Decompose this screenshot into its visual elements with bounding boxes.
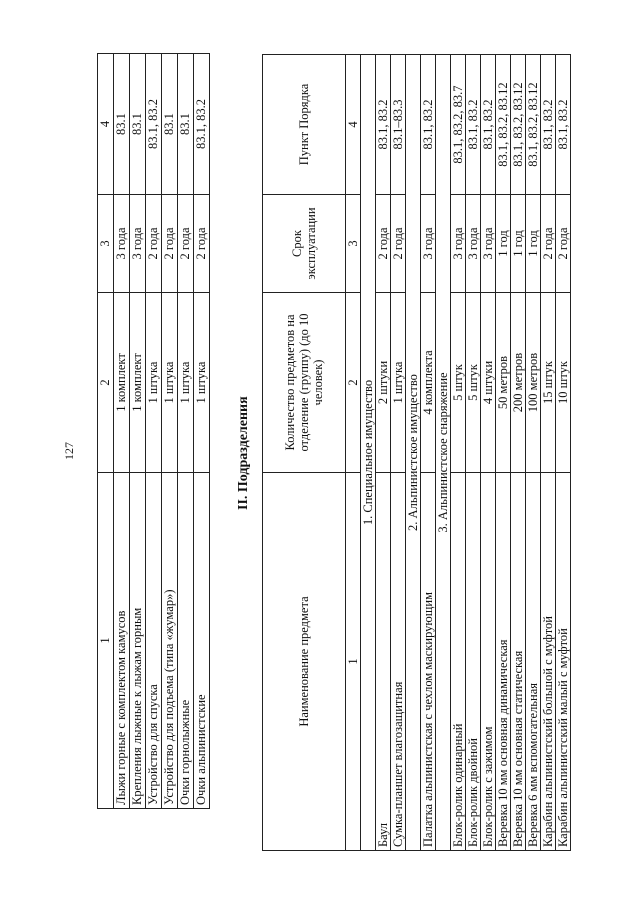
table-row [466,55,481,851]
item-name: Карабин альпинистский большой с муфтой [541,473,556,851]
item-service-life: 2 года [376,195,391,293]
header-service-life: Срок эксплуатации [263,195,346,293]
item-service-life: 1 год [526,195,541,293]
table-row [496,55,511,851]
table-row [511,55,526,851]
section-title: II. Подразделения [236,396,251,510]
item-service-life: 2 года [146,195,162,293]
item-clause: 83.1, 83.2 [481,55,496,195]
page-number: 127 [62,442,76,460]
table-row [541,55,556,851]
item-quantity: 1 штука [194,293,210,473]
table-subdivisions [262,54,571,851]
table-row [194,54,210,809]
header-item-name: Наименование предмета [263,473,346,851]
item-clause: 83.1, 83.2 [466,55,481,195]
col-number: 1 [346,473,361,851]
item-quantity: 15 штук [541,293,556,473]
table-number-row [98,54,114,809]
table-row [130,54,146,809]
item-clause: 83.1 [162,54,178,195]
table-row [114,54,130,809]
item-quantity: 1 комплект [114,293,130,473]
table-row [451,55,466,851]
col-number: 1 [98,473,114,809]
item-name: Сумка-планшет влагозащитная [391,473,406,851]
item-service-life: 2 года [178,195,194,293]
item-quantity: 10 штук [556,293,571,473]
table-row [481,55,496,851]
item-quantity: 1 штука [178,293,194,473]
section-row [361,55,376,851]
item-name: Крепления лыжные к лыжам горным [130,473,146,809]
item-service-life: 1 год [511,195,526,293]
item-service-life: 3 года [421,195,436,293]
item-clause: 83.1, 83.2 [556,55,571,195]
table-row [526,55,541,851]
table-row [162,54,178,809]
item-quantity: 200 метров [511,293,526,473]
header-clause: Пункт Порядка [263,55,346,195]
item-quantity: 4 штуки [481,293,496,473]
item-clause: 83.1–83.3 [391,55,406,195]
table-row [391,55,406,851]
item-quantity: 100 метров [526,293,541,473]
item-quantity: 1 штука [162,293,178,473]
item-clause: 83.1, 83.2, 83.12 [511,55,526,195]
item-quantity: 1 комплект [130,293,146,473]
table-header-row [263,55,346,851]
item-service-life: 2 года [194,195,210,293]
item-name: Очки альпинистские [194,473,210,809]
item-name: Устройство для подъема (типа «жумар») [162,473,178,809]
item-service-life: 1 год [496,195,511,293]
item-name: Устройство для спуска [146,473,162,809]
col-number: 4 [98,54,114,195]
item-service-life: 3 года [451,195,466,293]
item-quantity: 5 штук [451,293,466,473]
table-row [556,55,571,851]
item-service-life: 2 года [391,195,406,293]
item-name: Баул [376,473,391,851]
table-row [376,55,391,851]
item-clause: 83.1, 83.2, 83.12 [496,55,511,195]
section-heading: 3. Альпинистское снаряжение [436,55,451,851]
col-number: 3 [346,195,361,293]
item-name: Палатка альпинистская с чехлом маскирующим [421,473,436,851]
item-clause: 83.1, 83.2, 83.7 [451,55,466,195]
item-service-life: 3 года [130,195,146,293]
item-clause: 83.1 [130,54,146,195]
table-continued [97,53,210,809]
item-clause: 83.1 [114,54,130,195]
item-quantity: 1 штука [146,293,162,473]
item-name: Веревка 10 мм основная динамическая [496,473,511,851]
item-clause: 83.1, 83.2 [376,55,391,195]
item-clause: 83.1, 83.2, 83.12 [526,55,541,195]
col-number: 2 [98,293,114,473]
item-quantity: 4 комплекта [421,293,436,473]
item-quantity: 2 штуки [376,293,391,473]
col-number: 2 [346,293,361,473]
section-heading: 1. Специальное имущество [361,55,376,851]
col-number: 3 [98,195,114,293]
table-row [146,54,162,809]
item-service-life: 2 года [162,195,178,293]
item-clause: 83.1, 83.2 [146,54,162,195]
item-name: Блок-ролик с зажимом [481,473,496,851]
section-row [406,55,421,851]
item-quantity: 5 штук [466,293,481,473]
item-quantity: 1 штука [391,293,406,473]
header-quantity: Количество предметов на отделение (группу) (до 10 человек) [263,293,346,473]
section-heading: 2. Альпинистское имущество [406,55,421,851]
table-row [178,54,194,809]
item-service-life: 2 года [541,195,556,293]
item-name: Веревка 10 мм основная статическая [511,473,526,851]
item-service-life: 3 года [466,195,481,293]
table-row [421,55,436,851]
item-name: Блок-ролик одинарный [451,473,466,851]
item-name: Блок-ролик двойной [466,473,481,851]
item-quantity: 50 метров [496,293,511,473]
item-service-life: 3 года [481,195,496,293]
item-name: Веревка 6 мм вспомогательная [526,473,541,851]
item-clause: 83.1, 83.2 [541,55,556,195]
item-clause: 83.1, 83.2 [421,55,436,195]
item-clause: 83.1, 83.2 [194,54,210,195]
col-number: 4 [346,55,361,195]
item-name: Лыжи горные с комплектом камусов [114,473,130,809]
item-name: Очки горнолыжные [178,473,194,809]
item-clause: 83.1 [178,54,194,195]
table-number-row [346,55,361,851]
item-service-life: 2 года [556,195,571,293]
item-name: Карабин альпинистский малый с муфтой [556,473,571,851]
item-service-life: 3 года [114,195,130,293]
section-row [436,55,451,851]
